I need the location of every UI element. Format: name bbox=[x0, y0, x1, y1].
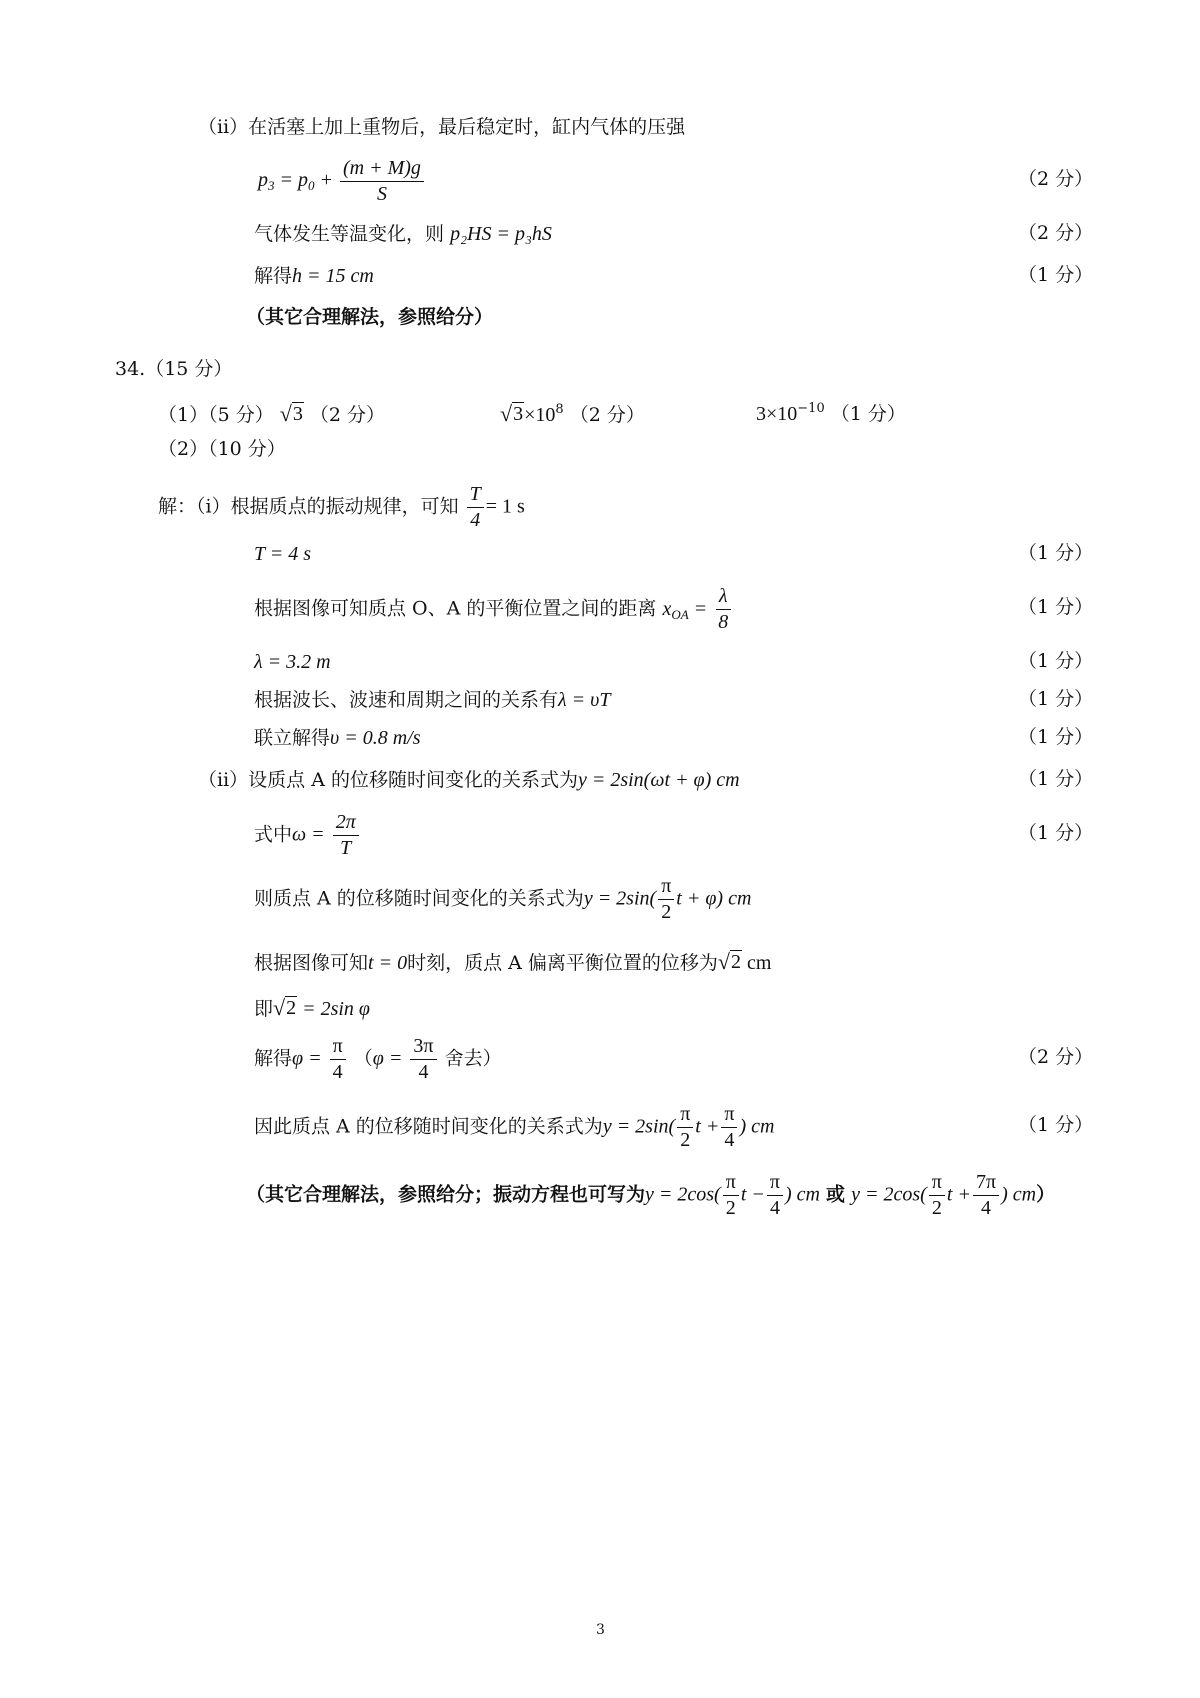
lambda-score: （1 分） bbox=[1018, 650, 1094, 672]
ii-intro: （ⅱ）在活塞上加上重物后，最后稳定时，缸内气体的压强 bbox=[198, 116, 686, 138]
q34-part1-answer2: √ 3 $\times 10^8$ （2 分） bbox=[500, 401, 645, 426]
phi-line: 解得φ = $\frac{\pi}{4}$ （φ = $\frac{3\pi}{4}$ 舍去） bbox=[254, 1035, 502, 1083]
solution-i-intro: 解：（ⅰ）根据质点的振动规律，可知 $\frac{T}{4}$ = 1 s bbox=[158, 483, 525, 531]
speed-line: 联立解得υ = 0.8 m/s bbox=[254, 727, 421, 749]
solve-line: 解得h = 15 cm bbox=[254, 265, 374, 287]
final-line: 因此质点 A 的位移随时间变化的关系式为y = 2sin( $\frac{\pi}{2}$ t + $\frac{\pi}{4}$ ) cm bbox=[254, 1103, 775, 1151]
solve-score: （1 分） bbox=[1018, 264, 1094, 286]
omega-line: 式中ω = $\frac{2\pi}{T}$ bbox=[254, 812, 361, 859]
final-score: （1 分） bbox=[1018, 1114, 1094, 1136]
oa-distance-line: 根据图像可知质点 O、A 的平衡位置之间的距离 $x_{OA}$ = $\frac{\lambda}{8}$ bbox=[254, 586, 733, 633]
page-number: 3 bbox=[596, 1622, 605, 1638]
relation-score: （1 分） bbox=[1018, 688, 1094, 710]
ii-setup-line: （ⅱ）设质点 A 的位移随时间变化的关系式为y = 2sin(ωt + φ) cm bbox=[198, 769, 740, 791]
q34-title: 34.（15 分） bbox=[115, 358, 233, 380]
isothermal-score: （2 分） bbox=[1018, 222, 1094, 244]
t0-line: 根据图像可知t = 0时刻，质点 A 偏离平衡位置的位移为 √ 2 cm bbox=[254, 949, 772, 974]
period-score: （1 分） bbox=[1018, 542, 1094, 564]
omega-score: （1 分） bbox=[1018, 822, 1094, 844]
relation-line: 根据波长、波速和周期之间的关系有λ = υT bbox=[254, 689, 611, 711]
q34-part2: （2）（10 分） bbox=[158, 438, 286, 460]
ie-line: 即 √ 2 = 2sin φ bbox=[254, 995, 370, 1020]
q34-part1-answer3: $3\times 10^{-10}$ （1 分） bbox=[756, 401, 906, 425]
q34-part1: （1）（5 分） √ 3 （2 分） bbox=[158, 401, 386, 426]
isothermal-line: 气体发生等温变化，则 p₂HS = p₃hS bbox=[254, 223, 552, 245]
ii-setup-score: （1 分） bbox=[1018, 768, 1094, 790]
lambda-eq: λ = 3.2 m bbox=[254, 651, 331, 673]
then-line: 则质点 A 的位移随时间变化的关系式为y = 2sin( $\frac{\pi}{2}$ t + φ) cm bbox=[254, 875, 752, 923]
oa-score: （1 分） bbox=[1018, 596, 1094, 618]
speed-score: （1 分） bbox=[1018, 726, 1094, 748]
phi-score: （2 分） bbox=[1018, 1046, 1094, 1068]
period-eq: T = 4 s bbox=[254, 543, 312, 565]
eq-p3-score: （2 分） bbox=[1018, 168, 1094, 190]
other-methods-note: （其它合理解法，参照给分） bbox=[246, 306, 494, 328]
eq-p3: $p_3 = p_0$ + $\frac{(m + M)g}{S}$ bbox=[258, 158, 426, 205]
alternate-equation-note: （其它合理解法，参照给分；振动方程也可写为y = 2cos( $\frac{\pi}{2}$ t − $\frac{\pi}{4}$ ) cm 或 y = 2cos( $\frac{\pi}{2}$ t + $\frac{7\pi}{4}$ ) cm） bbox=[246, 1171, 1056, 1219]
